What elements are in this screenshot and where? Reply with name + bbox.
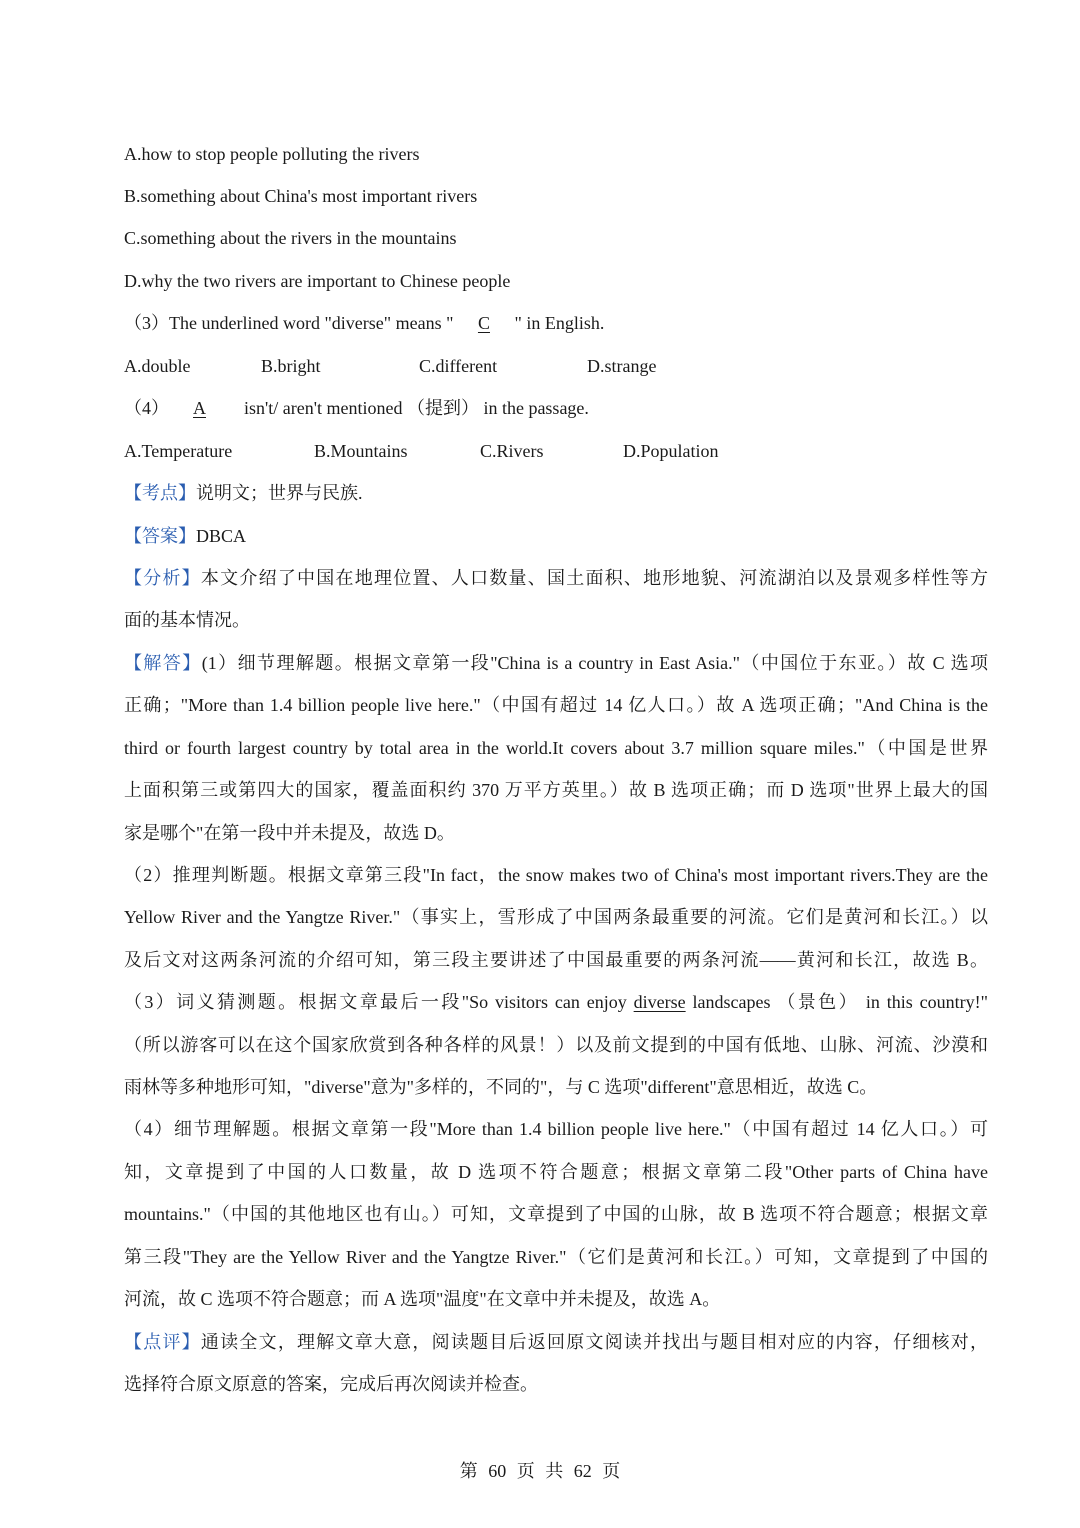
solution-4-line-3: mountains."（中国的其他地区也有山。）可知，文章提到了中国的山脉，故 B 选项不符合题意；根据文章 <box>124 1204 988 1224</box>
q2-option-a: A.how to stop people polluting the rivers <box>124 144 420 164</box>
q4-stem <box>124 397 988 419</box>
solution-2-line-1: （2）推理判断题。根据文章第三段"In fact，the snow makes two of China's most important rivers.They are the <box>124 865 988 885</box>
comment-text-1: 通读全文，理解文章大意，阅读题目后返回原文阅读并找出与题目相对应的内容，仔细核对， <box>200 1332 989 1352</box>
solution-3-text-post: landscapes （景色） in this country!" <box>685 992 988 1012</box>
answer-text: DBCA <box>196 526 247 546</box>
solution-3-line-3: 雨林等多种地形可知，"diverse"意为"多样的，不同的"，与 C 选项"different"意思相近，故选 C。 <box>124 1077 878 1097</box>
solution-1-line-3: third or fourth largest country by total area in the world.It covers about 3.7 million square miles."（中国是世界 <box>124 738 988 758</box>
q4-answer-blank: A <box>193 398 206 418</box>
solution-1-line-1 <box>124 652 988 674</box>
comment-tag: 【点评】 <box>124 1332 201 1352</box>
solution-3-text-pre: （3）词义猜测题。根据文章最后一段"So visitors can enjoy <box>124 992 634 1012</box>
q3-option-a: A.double <box>124 356 191 376</box>
q3-option-c: C.different <box>419 356 498 376</box>
q3-option-b: B.bright <box>261 356 321 376</box>
q4-option-a: A.Temperature <box>124 441 233 461</box>
q3-option-d: D.strange <box>587 356 657 376</box>
solution-4-line-4: 第三段"They are the Yellow River and the Yangtze River."（它们是黄河和长江。）可知，文章提到了中国的 <box>124 1247 988 1267</box>
solution-1-line-5: 家是哪个"在第一段中并未提及，故选 D。 <box>124 823 455 843</box>
kaodian-text: 说明文；世界与民族. <box>196 483 363 503</box>
q2-option-c: C.something about the rivers in the mountains <box>124 228 457 248</box>
solution-4-line-1: （4）细节理解题。根据文章第一段"More than 1.4 billion people live here."（中国有超过 14 亿人口。）可 <box>124 1119 988 1139</box>
solution-tag: 【解答】 <box>124 653 202 673</box>
q4-option-c: C.Rivers <box>480 441 544 461</box>
analysis-tag: 【分析】 <box>124 568 201 588</box>
analysis-line-2: 面的基本情况。 <box>124 610 250 630</box>
q3-answer-blank: C <box>477 313 490 333</box>
solution-4-line-5: 河流，故 C 选项不符合题意；而 A 选项"温度"在文章中并未提及，故选 A。 <box>124 1289 721 1309</box>
page-number-footer: 第 60 页 共 62 页 <box>459 1461 621 1481</box>
answer-tag: 【答案】 <box>124 526 196 546</box>
solution-1-line-4: 上面积第三或第四大的国家，覆盖面积约 370 万平方英里。）故 B 选项正确；而 D 选项"世界上最大的国 <box>124 780 988 800</box>
solution-1-text-1: (1）细节理解题。根据文章第一段"China is a country in East Asia."（中国位于东亚。）故 C 选项 <box>201 653 988 673</box>
analysis-line-1 <box>124 567 988 589</box>
solution-3-line-1 <box>124 991 988 1013</box>
solution-2-line-2: Yellow River and the Yangtze River."（事实上，雪形成了中国两条最重要的河流。它们是黄河和长江。）以 <box>124 907 988 927</box>
q2-option-b: B.something about China's most important rivers <box>124 186 478 206</box>
q3-prefix: （3）The underlined word "diverse" means " <box>124 313 454 333</box>
q2-option-d: D.why the two rivers are important to Chinese people <box>124 271 511 291</box>
q3-stem <box>124 312 988 334</box>
answer-section <box>124 525 988 547</box>
analysis-text-1: 本文介绍了中国在地理位置、人口数量、国土面积、地形地貌、河流湖泊以及景观多样性等方 <box>200 568 989 588</box>
comment-line-1 <box>124 1331 988 1353</box>
q4-suffix: isn't/ aren't mentioned （提到） in the passage. <box>244 398 589 418</box>
q4-option-b: B.Mountains <box>314 441 408 461</box>
solution-4-line-2: 知，文章提到了中国的人口数量，故 D 选项不符合题意；根据文章第二段"Other parts of China have <box>124 1162 988 1182</box>
solution-2-line-3: 及后文对这两条河流的介绍可知，第三段主要讲述了中国最重要的两条河流——黄河和长江，故选 B。 <box>124 950 988 970</box>
kaodian-tag: 【考点】 <box>124 483 196 503</box>
q3-suffix: " in English. <box>514 313 605 333</box>
solution-1-line-2: 正确；"More than 1.4 billion people live here."（中国有超过 14 亿人口。）故 A 选项正确；"And China is the <box>124 695 988 715</box>
q4-prefix: （4） <box>124 398 169 418</box>
underlined-word-diverse: diverse <box>633 992 686 1012</box>
solution-3-line-2: （所以游客可以在这个国家欣赏到各种各样的风景！）以及前文提到的中国有低地、山脉、河流、沙漠和 <box>124 1035 988 1055</box>
comment-line-2: 选择符合原文原意的答案，完成后再次阅读并检查。 <box>124 1374 538 1394</box>
q4-option-d: D.Population <box>623 441 719 461</box>
kaodian-section <box>124 482 988 504</box>
